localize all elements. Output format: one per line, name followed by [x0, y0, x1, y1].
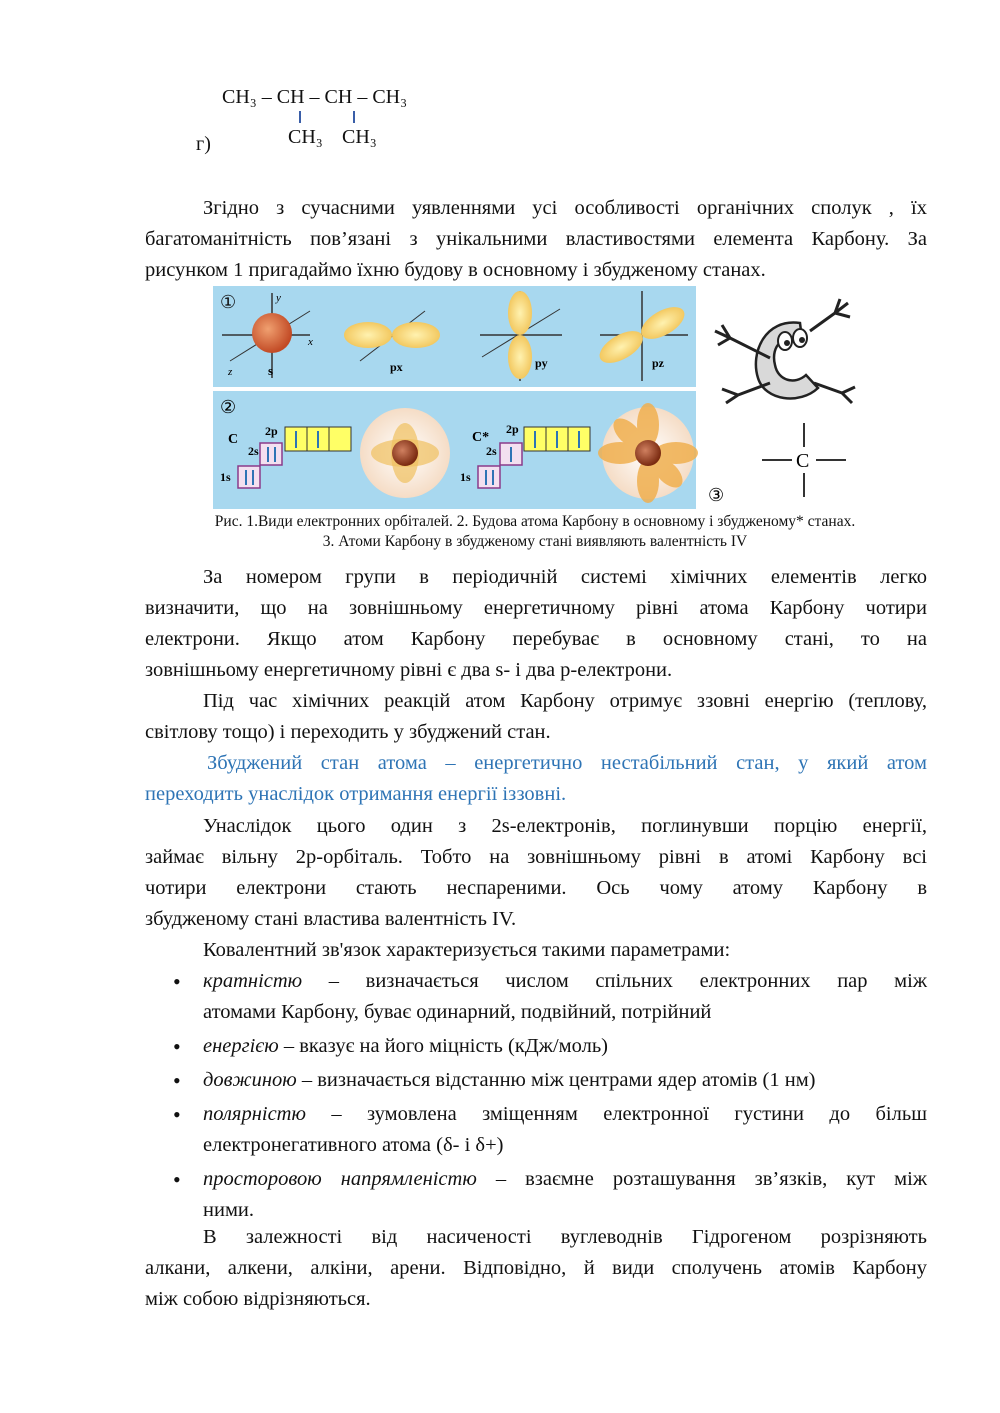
axis-y-label: y	[276, 292, 281, 304]
ground-state-atom	[360, 408, 450, 498]
figure-carbon-orbitals	[210, 283, 860, 509]
para1-line-4: зовнішньому енергетичному рівні є два s- і два р-електрони.	[145, 659, 673, 681]
bullet-1-term: кратністю	[203, 970, 303, 992]
bullet-5-term: просторовою напрямленістю	[203, 1168, 477, 1190]
bullet-2-term: енергією	[203, 1035, 279, 1057]
axis-x-label: x	[308, 336, 313, 348]
para1-line-3: електрони. Якщо атом Карбону перебуває в основному стані, то на	[145, 628, 927, 650]
para1-line-2: визначити, що на зовнішньому енергетичному рівні атома Карбону чотири	[145, 597, 927, 619]
bullet-4-text: – зумовлена зміщенням електронної густини до більш	[305, 1103, 927, 1125]
para5-line-3: між собою відрізняються.	[145, 1288, 371, 1310]
list-item	[145, 1031, 927, 1062]
para3-line-3: чотири електрони стають неспареними. Ось чому атому Карбону в	[145, 877, 927, 899]
paragraph-hydrocarbon-types	[145, 1222, 927, 1315]
level-1s-label: 1s	[220, 470, 231, 484]
bullet-2-line-1	[203, 1031, 927, 1062]
panel-1-number: ①	[220, 292, 237, 312]
definition-excited-state	[145, 748, 927, 810]
level-2p-label: 2p	[265, 424, 278, 438]
orbital-px-label: px	[390, 360, 403, 374]
bullet-4-term: полярністю	[203, 1103, 306, 1125]
paragraph-electron-transition	[145, 811, 927, 935]
paragraph-covalent-parameters	[145, 935, 927, 966]
bullet-4-line-2: електронегативного атома (δ- і δ+)	[203, 1134, 504, 1156]
figure-svg	[210, 283, 860, 509]
atom-c-label: C	[228, 432, 239, 447]
excited-level-2p-label: 2p	[506, 422, 519, 436]
para2-line-2: світлову тощо) і переходить у збуджений стан.	[145, 721, 551, 743]
intro-line-1: Згідно з сучасними уявленнями усі особливості органічних сполук , їх	[203, 197, 927, 219]
bullet-4-line-1	[203, 1099, 927, 1130]
orbital-s-label: s	[268, 363, 274, 378]
para3-line-1: Унаслідок цього один з 2s-електронів, поглинувши порцію енергії,	[203, 815, 927, 837]
bullet-5-line-1	[203, 1164, 927, 1195]
para3-line-2: займає вільну 2р-орбіталь. Тобто на зовнішньому рівні в атомі Карбону всі	[145, 846, 927, 868]
para1-line-1: За номером групи в періодичній системі хімічних елементів легко	[203, 566, 927, 588]
bullet-1-line-1	[203, 966, 927, 997]
intro-line-3: рисунком 1 пригадаймо їхню будову в основному і збудженому станах.	[145, 259, 766, 281]
bullet-3-text: – визначається відстанню між центрами ядер атомів (1 нм)	[296, 1069, 816, 1091]
formula-bond-2	[353, 111, 355, 123]
bullet-1-text: – визначається числом спільних електронних пар між	[302, 970, 927, 992]
figure-caption	[140, 512, 930, 552]
panel-2-number: ②	[220, 397, 237, 417]
para5-line-2: алкани, алкени, алкіни, арени. Відповідно, й види сполучень атомів Карбону	[145, 1257, 927, 1279]
para2-line-1: Під час хімічних реакцій атом Карбону отримує ззовні енергію (теплову,	[203, 690, 927, 712]
list-item	[145, 1164, 927, 1226]
definition-line-1: Збуджений стан атома – енергетично нестабільний стан, у який атом	[207, 752, 927, 774]
excited-level-2s-label: 2s	[486, 444, 497, 458]
bullet-3-term: довжиною	[203, 1069, 297, 1091]
level-2s-label: 2s	[248, 444, 259, 458]
caption-line-2: 3. Атоми Карбону в збудженому стані виявляють валентність IV	[322, 533, 748, 550]
formula-branch-2: CH₃	[342, 126, 377, 148]
orbital-py-label: py	[535, 356, 548, 370]
panel-3-number: ③	[708, 485, 725, 505]
definition-line-2: переходить унаслідок отримання енергії іззовні.	[145, 783, 567, 805]
atom-c-star-label: C*	[472, 430, 490, 445]
valence-c-label: C	[796, 450, 810, 472]
intro-paragraph	[145, 193, 927, 286]
orbital-pz-label: pz	[652, 356, 664, 370]
formula-bond-1	[299, 111, 301, 123]
bullet-2-text: – вказує на його міцність (кДж/моль)	[278, 1035, 608, 1057]
intro-line-2: багатоманітність пов’язані з унікальними властивостями елемента Карбону. За	[145, 228, 927, 250]
para5-line-1: В залежності від насиченості вуглеводнів Гідрогеном розрізняють	[203, 1226, 927, 1248]
excited-level-1s-label: 1s	[460, 470, 471, 484]
formula-main-chain: CH₃ – CH – CH – CH₃	[222, 86, 408, 108]
bullet-5-text: – взаємне розташування зв’язків, кут між	[476, 1168, 927, 1190]
list-item	[145, 966, 927, 1028]
list-item	[145, 1065, 927, 1096]
paragraph-group-number	[145, 562, 927, 686]
para3-line-4: збудженому стані властива валентність IV.	[145, 908, 517, 930]
bullet-3-line-1	[203, 1065, 927, 1096]
formula-label: г)	[196, 133, 211, 155]
list-item	[145, 1099, 927, 1161]
para4-line-1: Ковалентний зв'язок характеризується такими параметрами:	[203, 939, 731, 961]
bullet-1-line-2: атомами Карбону, буває одинарний, подвійний, потрійний	[203, 1001, 712, 1023]
structural-formula	[190, 78, 490, 168]
bullet-5-line-2: ними.	[203, 1199, 255, 1221]
covalent-parameters-list	[145, 966, 927, 1229]
paragraph-chemical-reactions	[145, 686, 927, 748]
axis-z-label: z	[228, 366, 233, 378]
caption-line-1: Рис. 1.Види електронних орбіталей. 2. Будова атома Карбону в основному і збудженому* станах.	[214, 513, 856, 530]
formula-branch-1: CH₃	[288, 126, 323, 148]
